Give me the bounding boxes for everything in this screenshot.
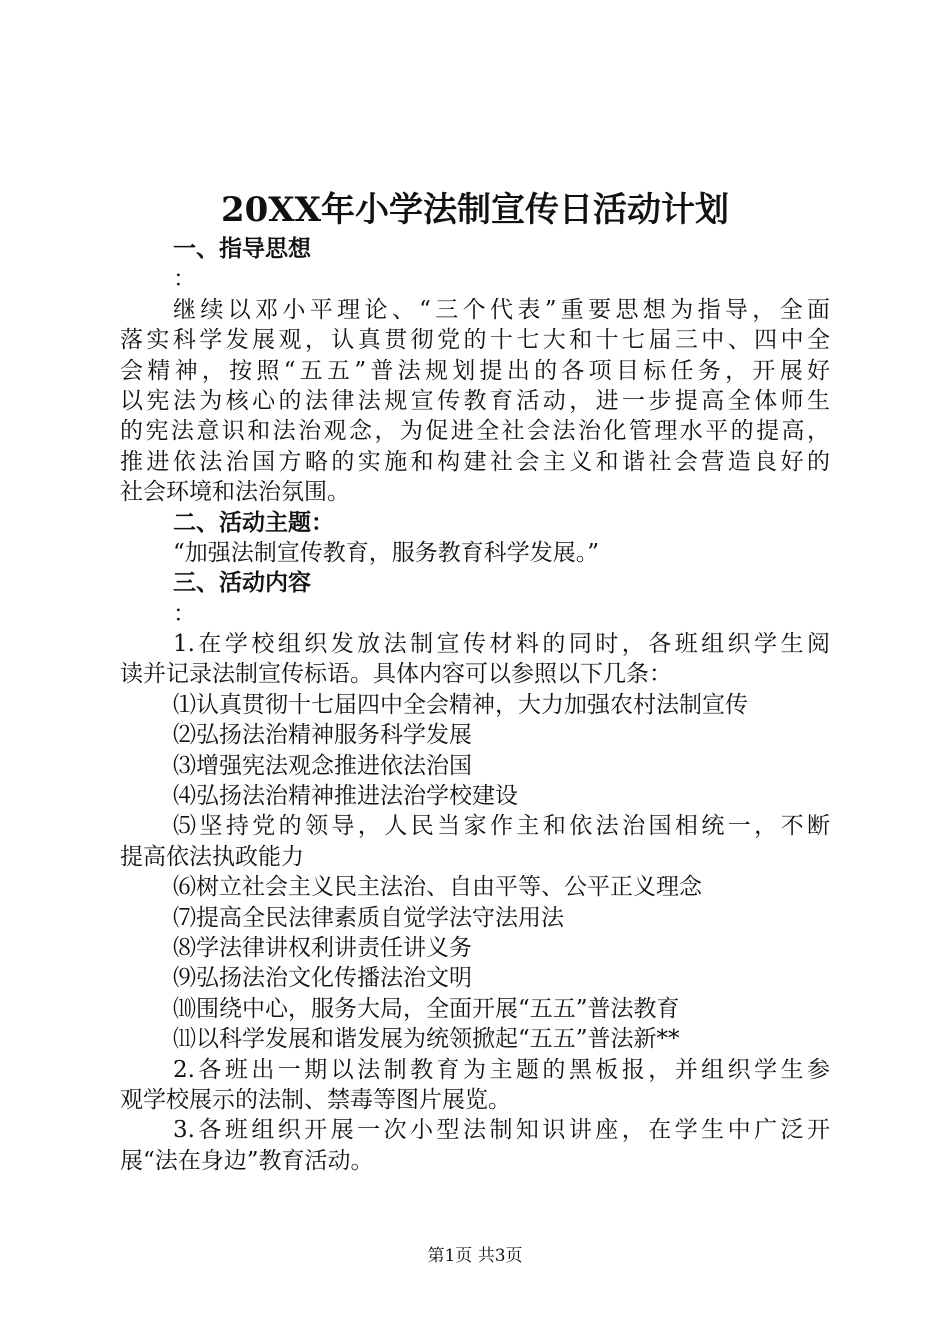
body-line: ： [173, 266, 196, 293]
body-line: ⑹树立社会主义民主法治、自由平等、公平正义理念 [173, 874, 702, 901]
body-line: ⑾以科学发展和谐发展为统领掀起“五五”普法新** [173, 1026, 680, 1053]
body-line: 提高依法执政能力 [120, 843, 304, 870]
body-line: ⑵弘扬法治精神服务科学发展 [173, 722, 472, 749]
body-line: ⑶增强宪法观念推进依法治国 [173, 752, 472, 779]
section-heading: 一、指导思想 [173, 236, 311, 262]
body-line: 继续以邓小平理论、“三个代表”重要思想为指导，全面 [173, 296, 830, 323]
body-line: ⑼弘扬法治文化传播法治文明 [173, 965, 472, 992]
body-line: 会精神，按照“五五”普法规划提出的各项目标任务，开展好 [120, 357, 830, 384]
body-line: 推进依法治国方略的实施和构建社会主义和谐社会营造良好的 [120, 448, 830, 475]
body-line: ⑺提高全民法律素质自觉学法守法用法 [173, 904, 564, 931]
section-heading: 三、活动内容 [173, 570, 311, 597]
body-line: 落实科学发展观，认真贯彻党的十七大和十七届三中、四中全 [120, 327, 830, 354]
body-line: 读并记录法制宣传标语。具体内容可以参照以下几条： [120, 661, 672, 688]
body-line: 1.在学校组织发放法制宣传材料的同时，各班组织学生阅 [173, 631, 830, 658]
body-line: ⑻学法律讲权利讲责任讲义务 [173, 934, 472, 961]
body-line: ⑷弘扬法治精神推进法治学校建设 [173, 783, 518, 810]
body-line: ： [173, 600, 196, 627]
body-line: ⑽围绕中心，服务大局，全面开展“五五”普法教育 [173, 995, 680, 1022]
body-line: ⑸坚持党的领导，人民当家作主和依法治国相统一，不断 [173, 813, 830, 840]
page-footer: 第1页 共3页 [427, 1246, 523, 1266]
document-body [120, 234, 830, 1176]
document-title: 20XX年小学法制宣传日活动计划 [220, 190, 730, 230]
body-line: “加强法制宣传教育，服务教育科学发展。” [173, 539, 600, 566]
body-line: 观学校展示的法制、禁毒等图片展览。 [120, 1086, 511, 1113]
section-heading: 二、活动主题： [173, 509, 334, 536]
body-line: 社会环境和法治氛围。 [120, 479, 350, 506]
body-line: 2.各班出一期以法制教育为主题的黑板报，并组织学生参 [173, 1056, 830, 1083]
body-line: ⑴认真贯彻十七届四中全会精神，大力加强农村法制宣传 [173, 691, 748, 718]
body-line: 以宪法为核心的法律法规宣传教育活动，进一步提高全体师生 [120, 387, 830, 414]
body-line: 的宪法意识和法治观念，为促进全社会法治化管理水平的提高， [120, 418, 830, 445]
body-line: 展“法在身边”教育活动。 [120, 1147, 374, 1174]
body-line: 3.各班组织开展一次小型法制知识讲座，在学生中广泛开 [173, 1117, 830, 1144]
